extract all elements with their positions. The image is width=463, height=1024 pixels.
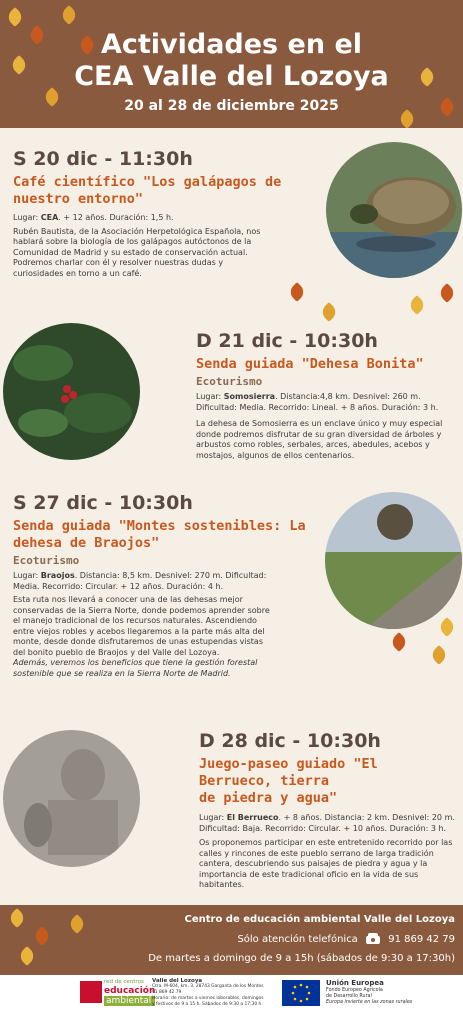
header-banner [0,0,463,128]
phone-number[interactable]: 91 869 42 79 [388,934,455,945]
event-meta: Lugar: CEA. + 12 años. Duración: 1,5 h. [13,213,174,222]
phone-icon [365,933,381,945]
event-category: Ecoturismo [196,375,263,388]
event-datetime: D 28 dic - 10:30h [199,730,381,752]
event-title: Juego-paseo guiado "El Berrueco, tierra de piedra y agua" [199,756,378,806]
page-title-line2: CEA Valle del Lozoya [74,61,389,92]
event-card [199,730,459,891]
event-description: Os proponemos participar en este entretenido recorrido por las calles y rincones de este pueblo serrano de larga tradición cantera, descubriendo sus paisajes de piedra y agua y la importancia de este tradicional oficio en la vida de sus habitantes. [199,838,453,889]
red-centros-logo: red de centros educación ambiental [104,979,156,1006]
event-meta: Lugar: Braojos. Distancia: 8,5 km. Desnivel: 270 m. Dificultad: Media. Recorrido: Circular. + 12 años. Duración: 4 h. [13,571,267,591]
event-meta: Lugar: El Berrueco. + 8 años. Distancia: 2 km. Desnivel: 20 m. Dificultad: Baja. Recorrido: Circular. + 10 años. Duración: 3 h. [199,813,455,833]
event-description: Esta ruta nos llevará a conocer una de las dehesas mejor conservadas de la Sierra Norte, donde podemos aprender sobre el manejo tradicional de los recursos naturales. Ascendiendo entre viejos robles y acebos llegaremos a la parte más alta del monte, desde donde disfrutaremos de unas estupendas vistas del bonito pueblo de Braojos y del Valle del Lozoya. [13,595,270,657]
madrid-flag-logo [80,981,102,1003]
opening-hours: De martes a domingo de 9 a 15h (sábados de 9:30 a 17:30h) [148,953,455,964]
event-datetime: D 21 dic - 10:30h [196,330,378,352]
footer-contact [0,905,463,975]
event-card [196,330,458,461]
logos-strip [0,975,463,1024]
event-title: Senda guiada "Montes sostenibles: La dehesa de Braojos" [13,518,306,551]
stone-carving-photo [3,730,140,867]
event-datetime: S 20 dic - 11:30h [13,148,193,170]
phone-line: Sólo atención telefónica 91 869 42 79 [237,934,455,945]
event-card [13,492,313,679]
event-category: Ecoturismo [13,554,80,567]
event-meta: Lugar: Somosierra. Distancia:4,8 km. Desnivel: 260 m. Dificultad: Media. Recorrido: Lineal. + 8 años. Duración: 3 h. [196,392,439,412]
page-title-line1: Actividades en el [100,29,363,60]
eu-fund-text: Unión Europea Fondo Europeo Agrícola de Desarrollo Rural Europa invierte en las zonas rurales [326,979,413,1005]
turtle-photo [326,142,462,278]
event-description: Rubén Bautista, de la Asociación Herpetológica Española, nos hablará sobre la biología de los galápagos autóctonos de la Comunidad de Madrid y su estado de conservación actual. Podremos charlar con él y resolver nuestras dudas y curiosidades en torno a un café. [13,226,261,278]
eu-flag-logo [282,980,320,1006]
holly-photo [3,323,140,460]
cea-contact: Valle del Lozoya Ctra. M-604, km. 3. 28743 Garganta de los Montes 91 869 42 79 Horario: de martes a viernes laborables, domingos y festivos de 9 a 15 h. Sábados de 9:30 a 17:30 h. [152,978,264,1007]
event-card [13,148,313,279]
date-range: 20 al 28 de diciembre 2025 [124,98,339,114]
event-description: La dehesa de Somosierra es un enclave único y muy especial donde podremos disfrutar de su gran diversidad de árboles y arbustos como robles, serbales, arces, abedules, acebos y mostajos, algunos de ellos centenarios. [196,419,443,460]
event-title: Senda guiada "Dehesa Bonita" [196,356,424,372]
event-datetime: S 27 dic - 10:30h [13,492,193,514]
event-title: Café científico "Los galápagos de nuestro entorno" [13,174,282,207]
event-note: Además, veremos los beneficios que tiene la gestión forestal sostenible que se realiza en la Sierra Norte de Madrid. [13,658,258,678]
center-name: Centro de educación ambiental Valle del Lozoya [184,914,455,925]
stone-wall-photo [325,492,462,629]
